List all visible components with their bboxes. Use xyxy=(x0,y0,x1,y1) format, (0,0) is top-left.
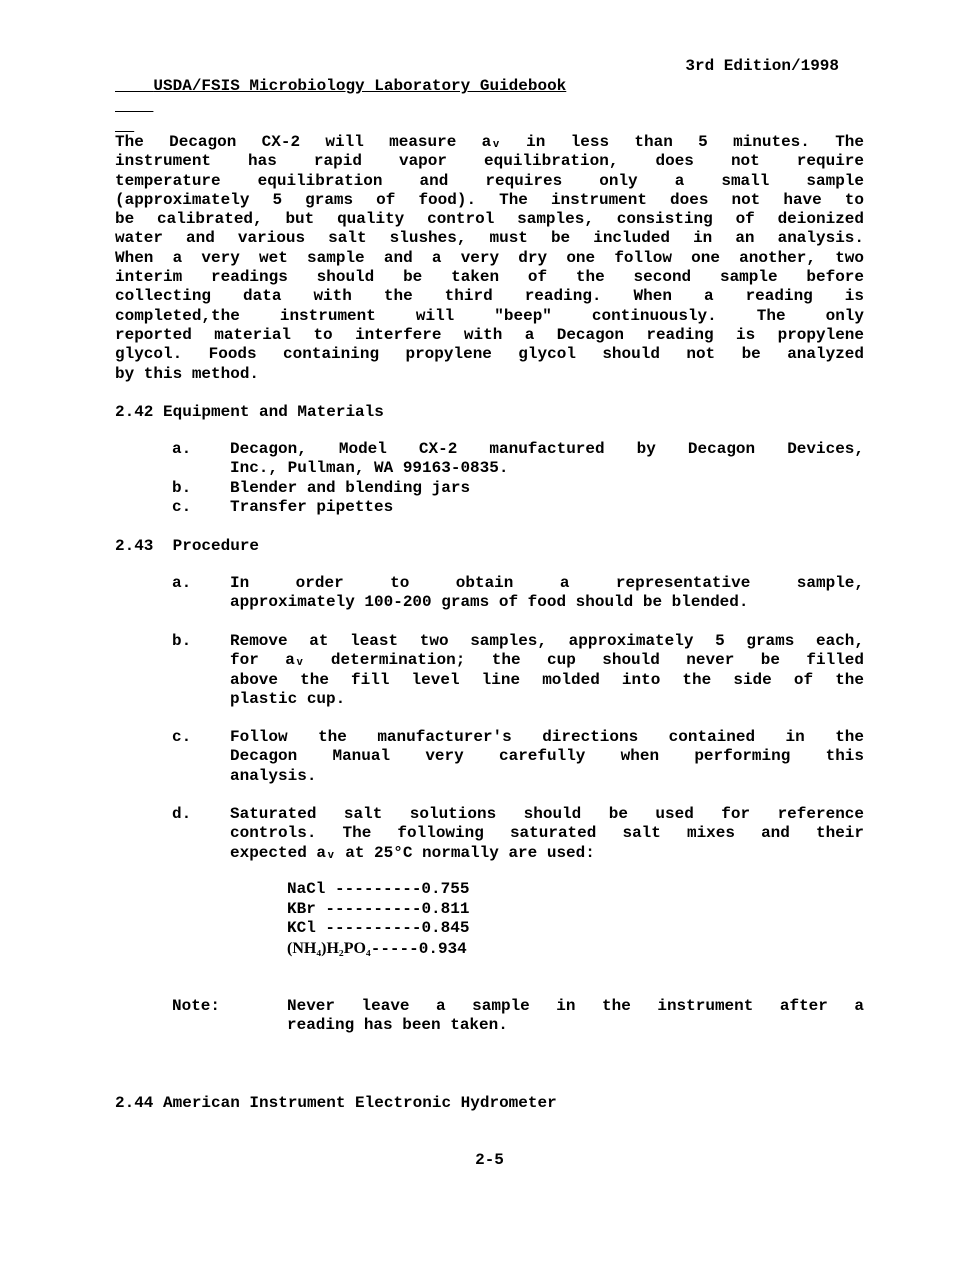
intro-line: by this method. xyxy=(115,364,260,383)
intro-paragraph xyxy=(115,133,864,384)
list-item-label: c. xyxy=(172,498,192,516)
header-edition: 3rd Edition/1998 xyxy=(685,57,839,75)
running-header xyxy=(115,56,839,136)
salt-leader: ----- xyxy=(370,939,419,958)
list-item-line: expected aᵥ at 25°C normally are used: xyxy=(230,843,595,862)
salt-row xyxy=(287,919,587,939)
intro-line: completed,the instrument will "beep" continuously. The only xyxy=(115,306,864,325)
page-number: 2-5 xyxy=(475,1151,504,1169)
salt-name: KCl xyxy=(287,919,316,937)
list-item-line: approximately 100-200 grams of food should be blended. xyxy=(230,593,749,612)
intro-line: reported material to interfere with a Decagon reading is propylene xyxy=(115,325,864,344)
salt-leader: ---------- xyxy=(315,899,422,918)
list-item-label: c. xyxy=(172,728,192,746)
note-line: reading has been taken. xyxy=(287,1016,508,1035)
list-item-line: In order to obtain a representative sample, xyxy=(230,574,864,592)
list-item-label: a. xyxy=(172,574,192,592)
intro-line: temperature equilibration and requires only a small sample xyxy=(115,171,864,190)
salt-aw-value: 0.934 xyxy=(418,939,467,958)
intro-line: be calibrated, but quality control samples, consisting of deionized xyxy=(115,210,864,229)
intro-line: water and various salt slushes, must be included in an analysis. xyxy=(115,229,864,248)
list-item-line: Transfer pipettes xyxy=(230,498,394,516)
list-item-line: Follow the manufacturer's directions contained in the xyxy=(230,728,864,746)
intro-line: The Decagon CX-2 will measure aᵥ in less than 5 minutes. The xyxy=(115,133,864,151)
salt-row xyxy=(287,900,587,920)
list-item-line: Saturated salt solutions should be used for reference xyxy=(230,805,864,823)
list-item-line: controls. The following saturated salt mixes and their xyxy=(230,824,864,843)
section-heading-procedure: 2.43 Procedure xyxy=(115,537,260,555)
list-item-line: Inc., Pullman, WA 99163-0835. xyxy=(230,459,509,478)
list-item-line: plastic cup. xyxy=(230,689,346,708)
intro-line: interim readings should be taken of the second sample before xyxy=(115,268,864,287)
salt-aw-value: 0.845 xyxy=(421,919,470,937)
intro-line: (approximately 5 grams of food). The instrument does not have to xyxy=(115,190,864,209)
salt-leader: ---------- xyxy=(315,919,422,937)
list-item-line: Decagon Manual very carefully when performing this xyxy=(230,747,864,766)
list-item-label: b. xyxy=(172,479,192,497)
list-item-label: b. xyxy=(172,632,192,650)
intro-line: instrument has rapid vapor equilibration, does not require xyxy=(115,152,864,171)
salt-name: KBr xyxy=(287,899,316,918)
header-title: USDA/FSIS Microbiology Laboratory Guidebook xyxy=(153,77,567,95)
note-label: Note: xyxy=(172,997,221,1015)
salt-aw-value: 0.755 xyxy=(421,880,470,898)
salt-row xyxy=(287,939,587,959)
salt-aw-value: 0.811 xyxy=(421,899,470,918)
list-item-line: Decagon, Model CX-2 manufactured by Decagon Devices, xyxy=(230,440,864,458)
list-item-line: Blender and blending jars xyxy=(230,479,471,497)
salt-reference-list xyxy=(287,880,587,958)
salt-row xyxy=(287,880,587,900)
list-item-label: d. xyxy=(172,805,192,823)
list-item-line: Remove at least two samples, approximately 5 grams each, xyxy=(230,632,864,650)
intro-line: When a very wet sample and a very dry one follow one another, two xyxy=(115,248,864,267)
section-heading-hydrometer: 2.44 American Instrument Electronic Hydrometer xyxy=(115,1094,557,1112)
list-item-label: a. xyxy=(172,440,192,458)
intro-line: glycol. Foods containing propylene glycol should not be analyzed xyxy=(115,345,864,364)
salt-name: NaCl xyxy=(287,880,326,898)
section-heading-equipment: 2.42 Equipment and Materials xyxy=(115,403,384,421)
salt-name: (NH₄)H₂PO₄ xyxy=(287,939,371,957)
note-line: Never leave a sample in the instrument after a xyxy=(287,997,864,1015)
list-item-line: above the fill level line molded into the side of the xyxy=(230,670,864,689)
salt-leader: --------- xyxy=(325,880,422,898)
list-item-line: for aᵥ determination; the cup should never be filled xyxy=(230,651,864,670)
list-item-line: analysis. xyxy=(230,766,317,785)
intro-line: collecting data with the third reading. When a reading is xyxy=(115,287,864,306)
